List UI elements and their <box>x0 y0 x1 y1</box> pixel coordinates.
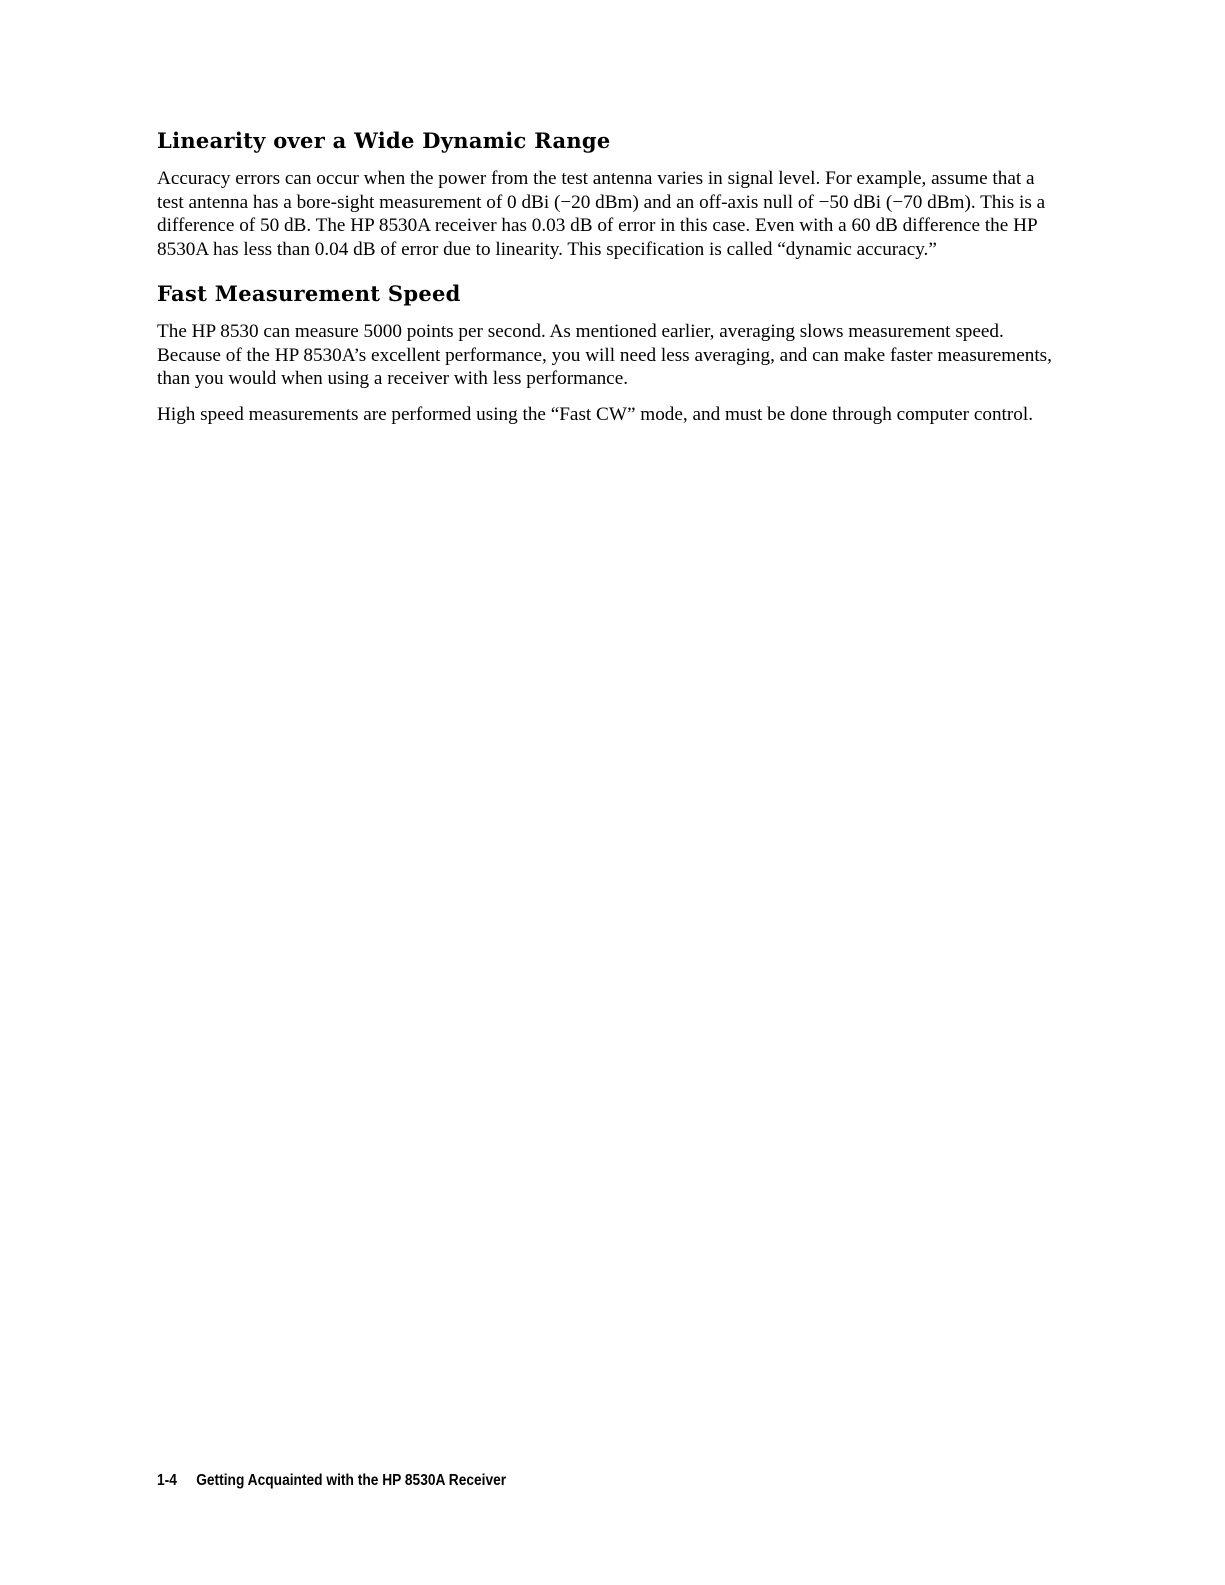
paragraph: The HP 8530 can measure 5000 points per second. As mentioned earlier, averaging slows measurement speed. Because of the HP 8530A’s excellent performance, you will need less averaging, and can make faster measurements, than you would when using a receiver with less performance. <box>157 321 1052 390</box>
section-heading: Fast Measurement Speed <box>157 281 461 307</box>
section-speed <box>157 281 1062 426</box>
paragraph: High speed measurements are performed using the “Fast CW” mode, and must be done through computer control. <box>157 403 1033 425</box>
document-body <box>157 128 1062 446</box>
section-heading: Linearity over a Wide Dynamic Range <box>157 128 611 153</box>
page-footer <box>157 1472 506 1490</box>
section-linearity <box>157 128 1062 261</box>
paragraph: Accuracy errors can occur when the power from the test antenna varies in signal level. For example, assume that a test antenna has a bore-sight measurement of 0 dBi (−20 dBm) and an off-axis null of −50 dBi (−70 dBm). This is a difference of 50 dB. The HP 8530A receiver has 0.03 dB of error in this case. Even with a 60 dB difference the HP 8530A has less than 0.04 dB of error due to linearity. This specification is called “dynamic accuracy.” <box>157 168 1046 260</box>
footer-title: Getting Acquainted with the HP 8530A Receiver <box>196 1472 507 1489</box>
page-number: 1-4 <box>157 1472 177 1489</box>
